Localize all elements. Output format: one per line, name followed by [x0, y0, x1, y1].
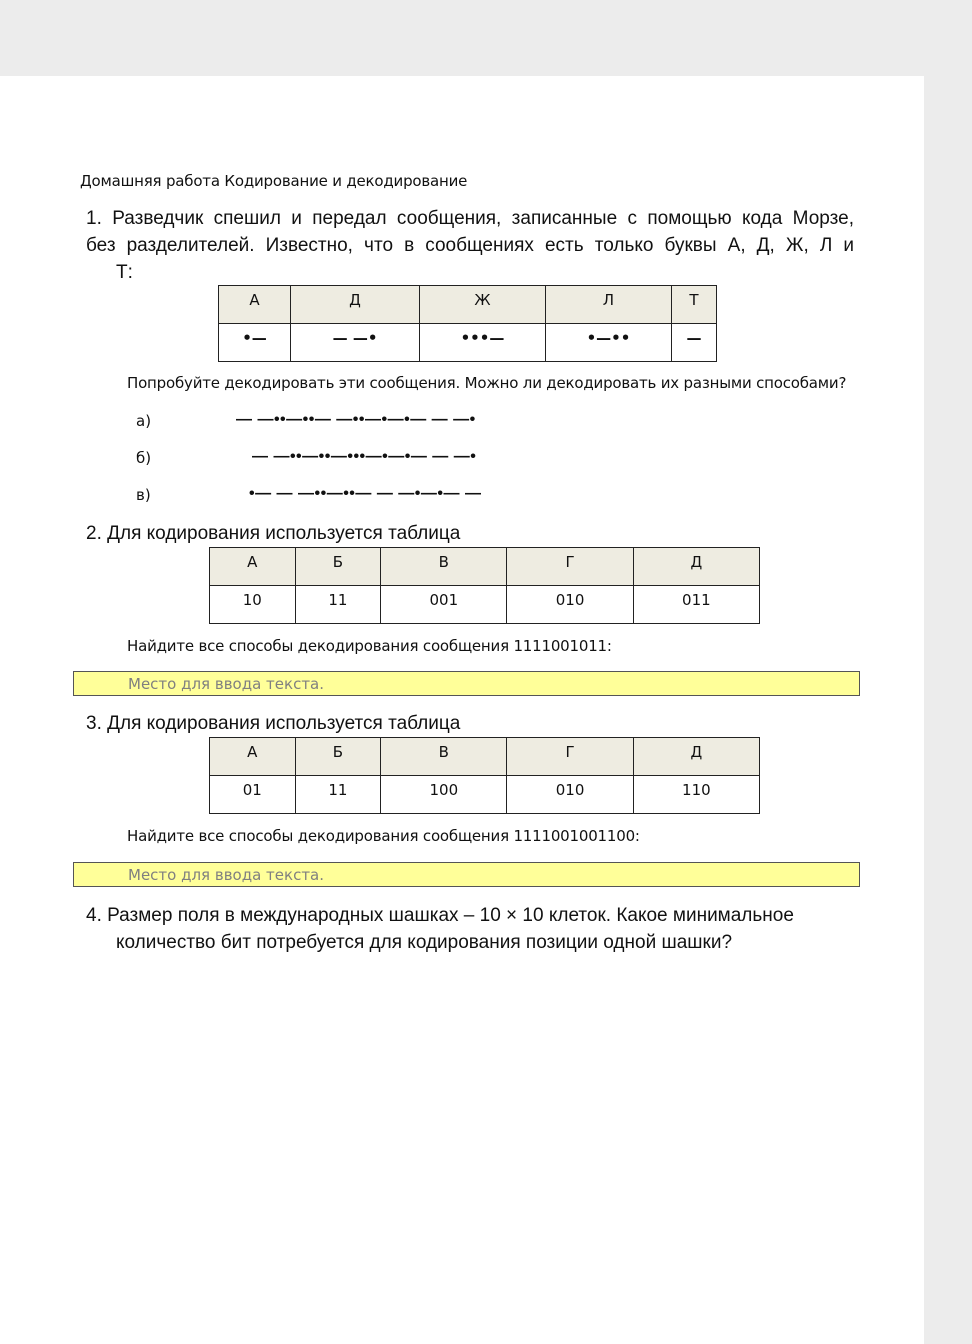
message-b-label: б)	[136, 449, 152, 467]
morse-code-cell: •••—	[419, 324, 545, 362]
q2-letter-cell: Д	[633, 548, 759, 586]
morse-letter-cell: Т	[671, 286, 716, 324]
question-2-heading: 2. Для кодирования используется таблица	[86, 523, 461, 544]
q3-letter-cell: Б	[295, 738, 381, 776]
q3-code-cell: 01	[210, 776, 296, 814]
document-page	[0, 76, 924, 1344]
morse-code-cell: •—	[219, 324, 291, 362]
q2-letter-cell: Г	[507, 548, 633, 586]
question-4-text	[86, 902, 854, 956]
question-2-prompt: Найдите все способы декодирования сообщения 1111001011:	[127, 637, 612, 655]
question-3-heading: 3. Для кодирования используется таблица	[86, 713, 461, 734]
morse-code-cell: •—••	[545, 324, 671, 362]
q2-code-cell: 11	[295, 586, 381, 624]
question-3-answer-field[interactable]	[73, 862, 860, 887]
message-a-label: а)	[136, 412, 152, 430]
morse-code-cell: —	[671, 324, 716, 362]
q3-code-cell: 100	[381, 776, 507, 814]
question-3-code-table	[209, 737, 760, 814]
question-4-line-2: количество бит потребуется для кодирования позиции одной шашки?	[116, 932, 733, 953]
question-2-code-table	[209, 547, 760, 624]
question-1-line-2: без разделителей. Известно, что в сообщениях есть только буквы А, Д, Ж, Л и	[86, 235, 854, 256]
q3-letter-cell: Г	[507, 738, 633, 776]
morse-letter-cell: Ж	[419, 286, 545, 324]
q2-code-cell: 011	[633, 586, 759, 624]
answer-placeholder: Место для ввода текста.	[128, 866, 325, 884]
question-2-answer-field[interactable]	[73, 671, 860, 696]
morse-code-cell: — —•	[291, 324, 420, 362]
question-1-prompt: Попробуйте декодировать эти сообщения. Можно ли декодировать их разными способами?	[127, 374, 847, 392]
message-a-code: — —••—••— —••—•—•— — —•	[236, 411, 476, 428]
q3-letter-cell: В	[381, 738, 507, 776]
message-b-code: — —••—••—•••—•—•— — —•	[252, 448, 477, 465]
question-1-line-1: 1. Разведчик спешил и передал сообщения, записанные с помощью кода Морзе,	[86, 208, 854, 229]
morse-letter-cell: А	[219, 286, 291, 324]
question-4-line-1: 4. Размер поля в международных шашках – 10 × 10 клеток. Какое минимальное	[86, 905, 794, 926]
question-1-text	[86, 205, 854, 286]
q2-code-cell: 10	[210, 586, 296, 624]
morse-letter-cell: Д	[291, 286, 420, 324]
q3-letter-cell: А	[210, 738, 296, 776]
q3-code-cell: 11	[295, 776, 381, 814]
answer-placeholder: Место для ввода текста.	[128, 675, 325, 693]
morse-letter-cell: Л	[545, 286, 671, 324]
question-1-line-3: Т:	[116, 262, 133, 283]
q2-letter-cell: А	[210, 548, 296, 586]
morse-code-table	[218, 285, 717, 362]
q3-code-cell: 010	[507, 776, 633, 814]
q2-code-cell: 001	[381, 586, 507, 624]
question-3-prompt: Найдите все способы декодирования сообщения 1111001001100:	[127, 827, 640, 845]
q3-letter-cell: Д	[633, 738, 759, 776]
document-title: Домашняя работа Кодирование и декодирование	[80, 172, 468, 190]
q2-letter-cell: В	[381, 548, 507, 586]
q3-code-cell: 110	[633, 776, 759, 814]
q2-code-cell: 010	[507, 586, 633, 624]
q2-letter-cell: Б	[295, 548, 381, 586]
message-c-code: •— — —••—••— — —•—•— —	[249, 485, 482, 502]
message-c-label: в)	[136, 486, 151, 504]
